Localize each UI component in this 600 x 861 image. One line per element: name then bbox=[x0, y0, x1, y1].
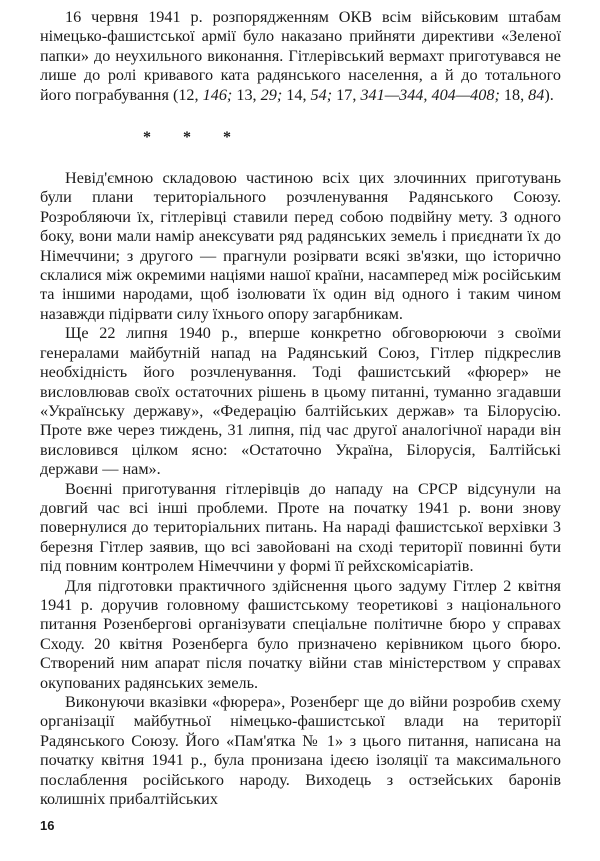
reference-page: 54; bbox=[310, 85, 333, 104]
paragraph-war-preparations: Воєнні приготування гітлерівців до нападу на СРСР відсунули на довгий час всі інші проблеми. Проте на початку 1941 р. вони знову повернулися до територіальних питань. На нараді фашистської верхівки 3 березня Гітлер заявив, що всі завойовані на сході території повинні бути під повним контролем Німеччини у формі її рейхскомісаріатів. bbox=[40, 479, 561, 576]
page-number: 16 bbox=[40, 818, 55, 833]
paragraph-rosenberg-bureau: Для підготовки практичного здійснення цього задуму Гітлер 2 квітня 1941 р. доручив головному фашистському теоретикові з національного питання Розенбергові організувати спеціальне політичне бюро у справах Сходу. 20 квітня Розенберга було призначено керівником цього бюро. Створений ним апарат після початку війни став міністерством у справах окупованих радянських земель. bbox=[40, 576, 561, 692]
paragraph-text: 16 червня 1941 р. розпорядженням ОКВ всім військовим штабам німецько-фашистської армії було наказано прийняти директиви «Зеленої папки» до неухильного виконання. Гітлерівський вермахт приготувався не лише до ролі кривавого ката радянського населення, а й до тотального його пограбування (12, bbox=[40, 8, 561, 104]
reference-page: 146; bbox=[202, 85, 233, 104]
paragraph-text: 17, bbox=[332, 85, 361, 104]
paragraph-text: ). bbox=[544, 85, 554, 104]
paragraph-text: 18, bbox=[499, 85, 529, 104]
paragraph-text: 13, bbox=[232, 85, 261, 104]
page-body bbox=[40, 8, 561, 809]
paragraph-july-1940: Ще 22 липня 1940 р., вперше конкретно обговорюючи з своїми генералами майбутній напад на Радянський Союз, Гітлер підкреслив необхідність його розчленування. Тоді фашистський «фюрер» не висловлював своїх остаточних рішень в цьому питанні, туманно згадавши «Українську державу», «Федерацію балтійських держав» та Білорусію. Проте вже через тиждень, 31 липня, під час другої аналогічної наради він висловився цілком ясно: «Остаточно Україна, Білорусія, Балтійські держави — нам». bbox=[40, 324, 561, 479]
paragraph-intro bbox=[40, 8, 561, 105]
reference-page: 341—344, 404—408; bbox=[360, 85, 500, 104]
section-separator: * * * bbox=[143, 129, 245, 147]
reference-page: 29; bbox=[260, 85, 283, 104]
reference-page: 84 bbox=[528, 85, 545, 104]
paragraph-rosenberg-memo: Виконуючи вказівки «фюрера», Розенберг ще до війни розробив схему організації майбутньої німецько-фашистської влади на території Радянського Союзу. Його «Пам'ятка № 1» з цього питання, написана на початку квітня 1941 р., була пронизана ідеєю ізоляції та максимального послаблення російського народу. Виходець з остзейських баронів колишніх прибалтійських bbox=[40, 693, 561, 809]
paragraph-text: 14, bbox=[282, 85, 311, 104]
paragraph-partition-plans: Невід'ємною складовою частиною всіх цих злочинних приготувань були плани територіального розчленування Радянського Союзу. Розробляючи їх, гітлерівці ставили перед собою подвійну мету. З одного боку, вони мали намір анексувати ряд радянських земель і приєднати їх до Німеччини; з другого — прагнули розірвати всякі зв'язки, що історично склалися між окремими націями нашої країни, насамперед між російським та іншими народами, щоб ізолювати їх один від одного і таким чином назавжди підірвати силу їхнього опору загарбникам. bbox=[40, 169, 561, 323]
